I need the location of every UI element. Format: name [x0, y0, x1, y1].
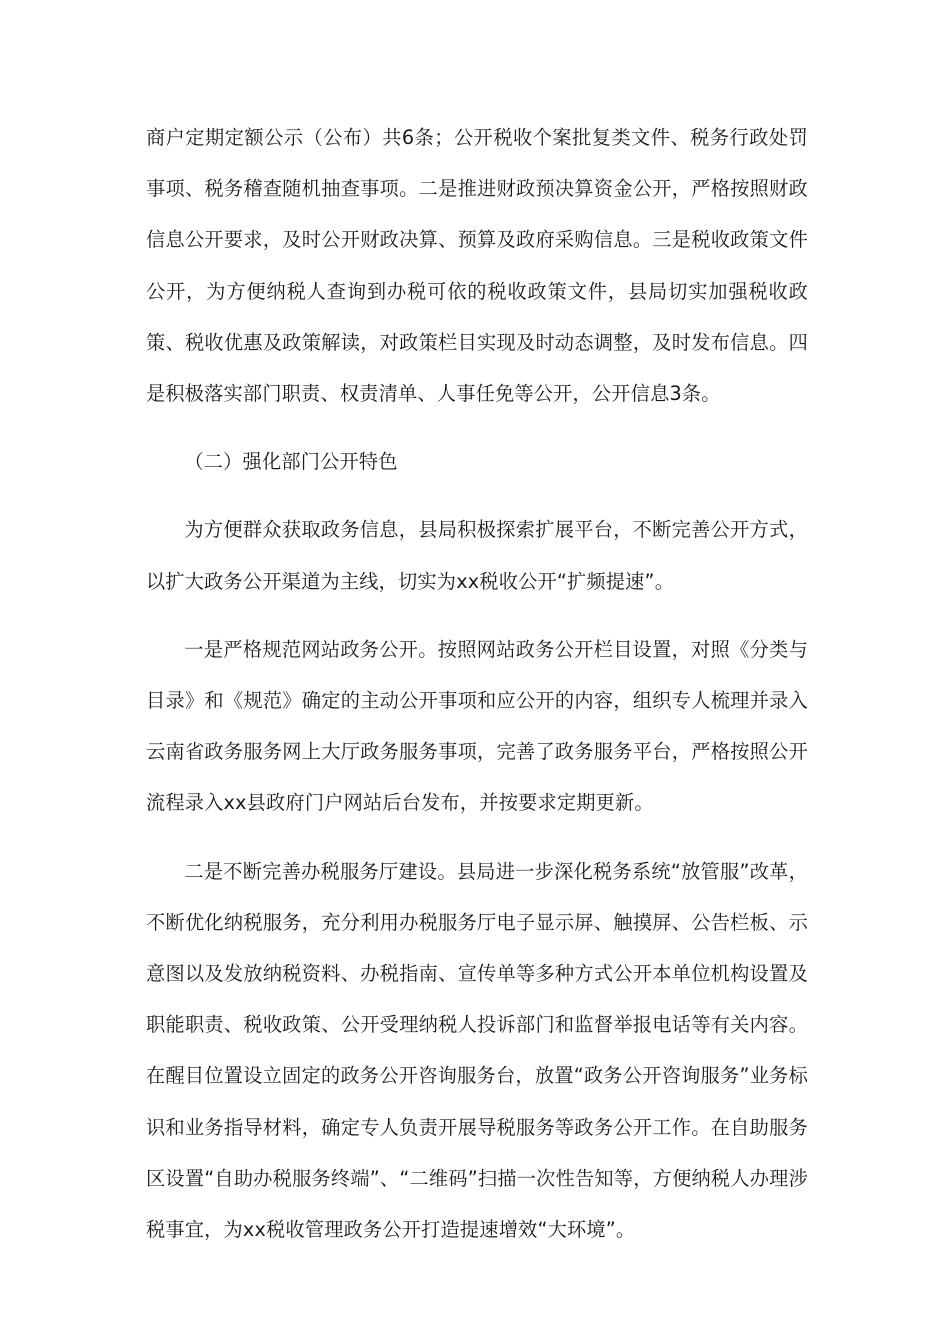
paragraph-continued: 商户定期定额公示（公布）共6条；公开税收个案批复类文件、税务行政处罚事项、税务稽查随机抽查事项。二是推进财政预决算资金公开，严格按照财政信息公开要求，及时公开财政决算、预算及政府采购信息。三是税收政策文件公开，为方便纳税人查询到办税可依的税收政策文件，县局切实加强税收政策、税收优惠及政策解读，对政策栏目实现及时动态调整，及时发布信息。四是积极落实部门职责、权责清单、人事任免等公开，公开信息3条。: [146, 126, 808, 406]
document-body: [146, 112, 808, 1255]
section-heading: （二）强化部门公开特色: [184, 450, 398, 474]
paragraph-gap: [146, 419, 808, 436]
paragraph-gap: [146, 487, 808, 504]
paragraph-gap: [146, 829, 808, 846]
paragraph-gap: [146, 607, 808, 624]
paragraph-intro: 为方便群众获取政务信息，县局积极探索扩展平台，不断完善公开方式，以扩大政务公开渠道为主线，切实为xx税收公开“扩频提速”。: [146, 518, 808, 593]
paragraph-service-hall: 二是不断完善办税服务厅建设。县局进一步深化税务系统“放管服”改革，不断优化纳税服务，充分利用办税服务厅电子显示屏、触摸屏、公告栏板、示意图以及发放纳税资料、办税指南、宣传单等多种方式公开本单位机构设置及职能职责、税收政策、公开受理纳税人投诉部门和监督举报电话等有关内容。在醒目位置设立固定的政务公开咨询服务台，放置“政务公开咨询服务”业务标识和业务指导材料，确定专人负责开展导税服务等政务公开工作。在自助服务区设置“自助办税服务终端”、“二维码”扫描一次性告知等，方便纳税人办理涉税事宜，为xx税收管理政务公开打造提速增效“大环境”。: [146, 859, 808, 1242]
paragraph-website: 一是严格规范网站政务公开。按照网站政务公开栏目设置，对照《分类与目录》和《规范》确定的主动公开事项和应公开的内容，组织专人梳理并录入云南省政务服务网上大厅政务服务事项，完善了政务服务平台，严格按照公开流程录入xx县政府门户网站后台发布，并按要求定期更新。: [146, 637, 808, 815]
